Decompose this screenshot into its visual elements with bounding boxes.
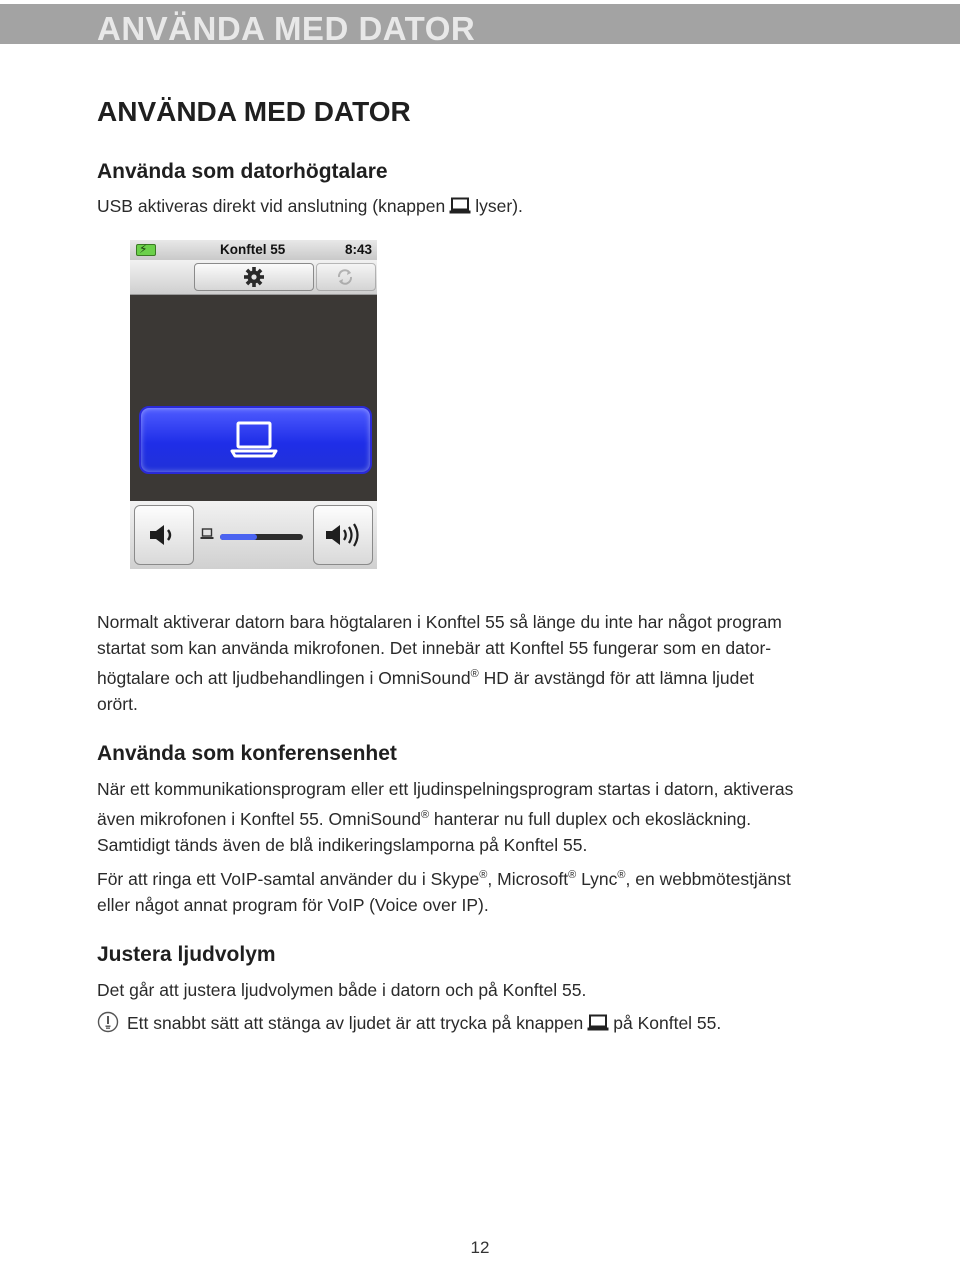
usb-text-start: USB aktiveras direkt vid anslutning (knappen: [97, 196, 446, 216]
speaker-low-icon: [148, 523, 180, 547]
section-title-speaker: Använda som datorhögtalare: [97, 160, 388, 183]
device-screen-title: Konftel 55: [220, 242, 286, 257]
page-number: 12: [470, 1238, 490, 1257]
voip-paragraph: [97, 862, 877, 918]
laptop-icon: [200, 528, 214, 540]
banner-title: ANVÄNDA MED DATOR: [97, 10, 476, 47]
volume-up-button[interactable]: [313, 505, 373, 565]
laptop-icon: [449, 196, 471, 222]
status-bar: [130, 240, 377, 260]
default-mode-paragraph: [97, 609, 877, 717]
tip-paragraph: [97, 1010, 877, 1040]
device-toolbar: [130, 260, 377, 295]
volume-slider[interactable]: [220, 534, 303, 540]
info-icon: [97, 1011, 119, 1040]
section-title-volume: Justera ljudvolym: [97, 943, 276, 966]
tip-text-end: på Konftel 55.: [613, 1013, 722, 1033]
paragraph-line: eller något annat program för VoIP (Voice over IP).: [97, 894, 489, 915]
header-banner: [0, 4, 960, 47]
paragraph-line: orört.: [97, 693, 138, 714]
laptop-icon: [229, 420, 279, 460]
usb-paragraph: [97, 193, 877, 222]
volume-bar: [130, 501, 377, 569]
paragraph-line: För att ringa ett VoIP-samtal använder du i Skype®, Microsoft® Lync®, en webbmötestjänst: [97, 868, 791, 889]
paragraph-line: högtalare och att ljudbehandlingen i OmniSound® HD är avstängd för att lämna ljudet: [97, 667, 754, 688]
usb-text-end: lyser).: [475, 196, 523, 216]
settings-button[interactable]: [194, 263, 314, 291]
speaker-high-icon: [324, 522, 364, 548]
page-title: ANVÄNDA MED DATOR: [97, 96, 411, 127]
sync-button[interactable]: [316, 263, 376, 291]
volume-level-fill: [220, 534, 257, 540]
laptop-icon: [587, 1013, 609, 1039]
tip-text-start: Ett snabbt sätt att stänga av ljudet är att trycka på knappen: [127, 1013, 584, 1033]
battery-icon: ⚡: [136, 244, 156, 256]
volume-paragraph: Det går att justera ljudvolymen både i datorn och på Konftel 55.: [97, 980, 587, 1000]
paragraph-line: När ett kommunikationsprogram eller ett ljudinspelningsprogram startas i datorn, aktiveras: [97, 779, 794, 799]
section-title-conference: Använda som konferensenhet: [97, 742, 397, 765]
gear-icon: [243, 266, 265, 288]
paragraph-line: Samtidigt tänds även de blå indikeringslamporna på Konftel 55.: [97, 834, 588, 855]
paragraph-line: Normalt aktiverar datorn bara högtalaren i Konftel 55 så länge du inte har något program: [97, 612, 782, 632]
device-screenshot: [130, 240, 377, 569]
conference-paragraph: [97, 776, 877, 858]
pc-mode-button[interactable]: [139, 406, 372, 474]
volume-down-button[interactable]: [134, 505, 194, 565]
device-time: 8:43: [345, 242, 373, 257]
paragraph-line: även mikrofonen i Konftel 55. OmniSound® hanterar nu full duplex och ekosläckning.: [97, 808, 752, 829]
sync-icon: [335, 267, 355, 287]
paragraph-line: startat som kan använda mikrofonen. Det innebär att Konftel 55 fungerar som en dator-: [97, 638, 772, 658]
